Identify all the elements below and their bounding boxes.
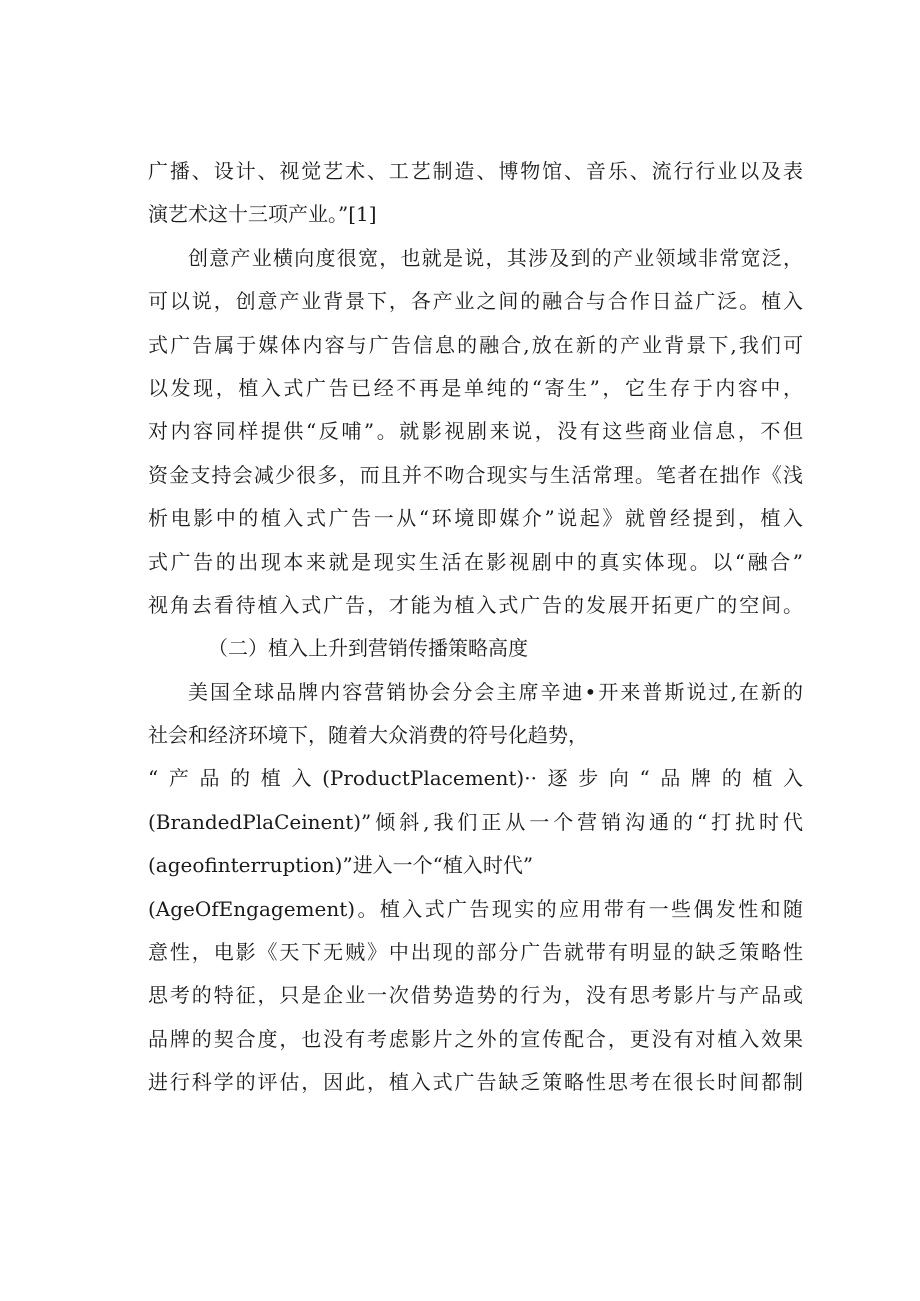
text-line: 创意产业横向度很宽，也就是说，其涉及到的产业领域非常宽泛， [188,245,803,270]
text-line: (AgeOfEngagement)。植入式广告现实的应用带有一些偶发性和随 [148,896,803,921]
text-line: “产品的植入(ProductPlacement)··逐步向“品牌的植入 [148,766,803,791]
text-line: 式广告的出现本来就是现实生活在影视剧中的真实体现。以“融合” [148,549,803,574]
text-line: (BrandedPlaCeinent)”倾斜,我们正从一个营销沟通的“打扰时代 [148,809,803,834]
text-line: 视角去看待植入式广告，才能为植入式广告的发展开拓更广的空间。 [148,592,803,617]
text-line: 社会和经济环境下，随着大众消费的符号化趋势， [148,723,588,748]
text-line: 对内容同样提供“反哺”。就影视剧来说，没有这些商业信息，不但 [148,419,803,444]
text-line: 资金支持会减少很多，而且并不吻合现实与生活常理。笔者在拙作《浅 [148,462,803,487]
text-line: 析电影中的植入式广告一从“环境即媒介”说起》就曾经提到，植入 [148,506,803,531]
text-line: 演艺术这十三项产业。”[1] [148,202,377,227]
text-line: 思考的特征，只是企业一次借势造势的行为，没有思考影片与产品或 [148,983,803,1008]
text-line: 美国全球品牌内容营销协会分会主席辛迪•开来普斯说过,在新的 [188,679,803,704]
body-text [148,150,803,1105]
text-line: 进行科学的评估，因此，植入式广告缺乏策略性思考在很长时间都制 [148,1070,803,1095]
text-line: 广播、设计、视觉艺术、工艺制造、博物馆、音乐、流行行业以及表 [148,159,803,183]
text-line: 可以说，创意产业背景下，各产业之间的融合与合作日益广泛。植入 [148,289,803,314]
text-line: 式广告属于媒体内容与广告信息的融合,放在新的产业背景下,我们可 [148,332,803,357]
text-line: 以发现，植入式广告已经不再是单纯的“寄生”，它生存于内容中， [148,375,803,400]
text-line: 意性，电影《天下无贼》中出现的部分广告就带有明显的缺乏策略性 [148,940,803,965]
section-heading: （二）植入上升到营销传播策略高度 [208,636,528,661]
text-line: 品牌的契合度，也没有考虑影片之外的宣传配合，更没有对植入效果 [148,1026,803,1051]
text-line: (ageofinterruption)”进入一个“植入时代” [148,853,534,878]
